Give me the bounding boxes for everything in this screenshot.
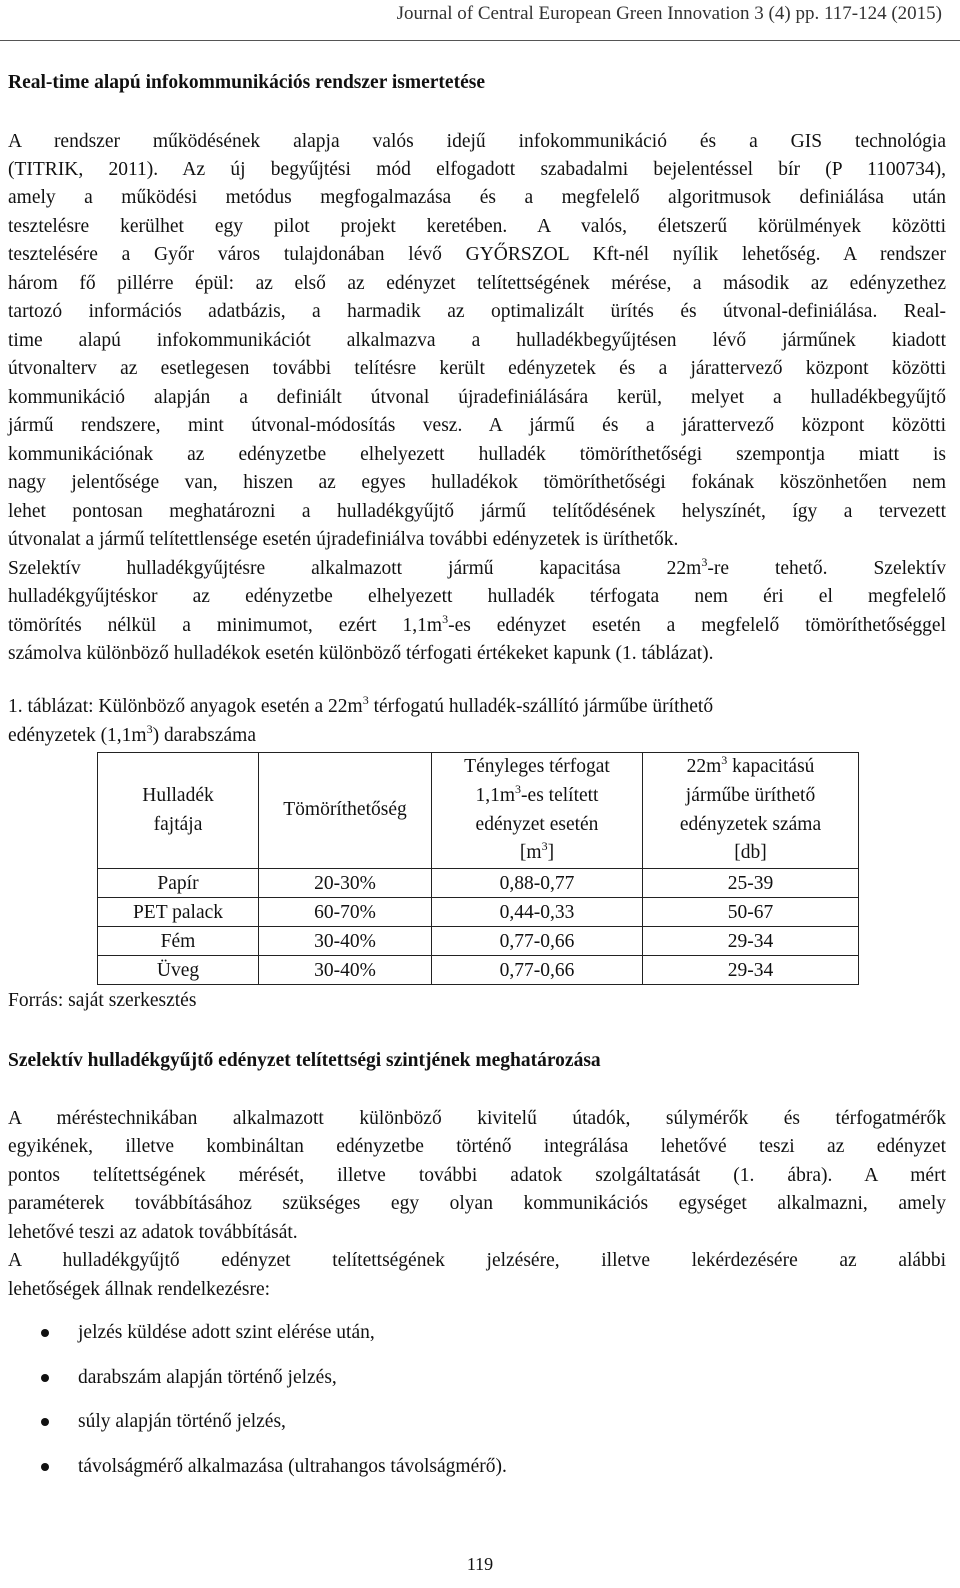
text-line: time alapú infokommunikációt alkalmazva a hulladékbegyűjtésen lévő járműnek kiadott: [8, 330, 946, 351]
cell-waste-type: Fém: [98, 927, 259, 956]
cell-count: 25-39: [643, 869, 859, 898]
section-heading-realtime: Real-time alapú infokommunikációs rendszer ismertetése: [8, 72, 485, 93]
text-line: jármű rendszere, mint útvonal-módosítás vesz. A jármű és a járattervező központ közötti: [8, 415, 946, 436]
header-rule: [0, 40, 960, 41]
text-line: paraméterek továbbításához szükséges egy olyan kommunikációs egységet alkalmazni, amely: [8, 1193, 946, 1214]
cell-compressibility: 30-40%: [259, 927, 432, 956]
text-line: nagy jelentősége van, hiszen az egyes hulladékok tömöríthetőségi fokának köszönhetően nem: [8, 472, 946, 493]
header-waste-type: Hulladék fajtája: [98, 753, 259, 869]
list-item: súly alapján történő jelzés,: [0, 1408, 507, 1453]
table-row: [98, 956, 859, 985]
cell-volume: 0,77-0,66: [432, 956, 643, 985]
bullet-icon: [41, 1418, 49, 1426]
page-number: 119: [466, 1554, 494, 1574]
cell-volume: 0,44-0,33: [432, 898, 643, 927]
text-line: kommunikációnak az edényzetbe elhelyezett hulladék tömöríthetőségi szempontja miatt is: [8, 444, 946, 465]
cell-count: 50-67: [643, 898, 859, 927]
cell-count: 29-34: [643, 927, 859, 956]
text-line: útvonalterv az esetlegesen további telítésre került edényzetek és a járattervező központ közötti: [8, 358, 946, 379]
volume-table: [97, 752, 859, 985]
table-source: Forrás: saját szerkesztés: [8, 990, 197, 1011]
table-row: [98, 927, 859, 956]
text-line: A hulladékgyűjtő edényzet telítettségének jelzésére, illetve lekérdezésére az alábbi: [8, 1250, 946, 1271]
text-line: lehetőségek állnak rendelkezésre:: [8, 1279, 271, 1300]
text-line: lehetővé teszi az adatok továbbítását.: [8, 1222, 298, 1243]
section-heading-fill-level: Szelektív hulladékgyűjtő edényzet telítettségi szintjének meghatározása: [8, 1050, 601, 1071]
text-line: tesztelésre kerülhet egy pilot projekt keretében. A valós, életszerű körülmények közötti: [8, 216, 946, 237]
text-line: Szelektív hulladékgyűjtésre alkalmazott jármű kapacitása $22m^3-re$ tehető. Szelektív: [8, 555, 947, 579]
table-header-row: [98, 753, 859, 869]
cell-volume: 0,77-0,66: [432, 927, 643, 956]
text-line: három fő pillérre épül: az első az edényzet telítettségének mérése, a második az edényzethez: [8, 273, 946, 294]
header-container-count: $22m^3$ kapacitású járműbe üríthető edényzetek száma [db]: [643, 753, 859, 869]
text-line: útvonalat a jármű telítettlensége esetén újradefiniálva további edényzetek is üríthetők.: [8, 529, 679, 550]
text-line: pontos telítettségének mérését, illetve további adatok szolgáltatását (1. ábra). A mért: [8, 1165, 946, 1186]
header-actual-volume: Tényleges térfogat $1,1m^3-es$ telített edényzet esetén $[m^3]$: [432, 753, 643, 869]
bullet-icon: [41, 1329, 49, 1337]
text-line: egyikének, illetve kombináltan edényzetbe történő integrálása lehetővé teszi az edényzet: [8, 1136, 946, 1157]
list-item: távolságmérő alkalmazása (ultrahangos távolságmérő).: [0, 1453, 507, 1498]
text-line: hulladékgyűjtéskor az edényzetbe elhelyezett hulladék térfogata nem éri el megfelelő: [8, 586, 946, 607]
text-line: tartozó információs adatbázis, a harmadik az optimalizált ürítés és útvonal-definiálása. Real-: [8, 301, 946, 322]
text-line: tesztelésére a Győr város tulajdonában lévő GYŐRSZOL Kft-nél nyílik lehetőség. A rendszer: [8, 244, 946, 265]
list-item: jelzés küldése adott szint elérése után,: [0, 1319, 507, 1364]
text-line: A méréstechnikában alkalmazott különböző kivitelű útadók, súlymérők és térfogatmérők: [8, 1108, 946, 1129]
cell-compressibility: 30-40%: [259, 956, 432, 985]
list-item: darabszám alapján történő jelzés,: [0, 1364, 507, 1409]
cell-volume: 0,88-0,77: [432, 869, 643, 898]
table-row: [98, 869, 859, 898]
options-list: [0, 1319, 507, 1497]
table-caption: 1. táblázat: Különböző anyagok esetén a $22m^3$ térfogatú hulladék-szállító járműbe üríthető edényzetek $(1,1m^3)$ darabszáma: [8, 693, 714, 746]
text-line: lehet pontosan meghatározni a hulladékgyűjtő jármű telítődésének helyszínét, így a tervezett: [8, 501, 946, 522]
bullet-icon: [41, 1463, 49, 1471]
cell-compressibility: 60-70%: [259, 898, 432, 927]
header-compressibility: Tömöríthetőség: [259, 753, 432, 869]
text-line: kommunikáció alapján a definiált útvonal újradefiniálására kerül, melyet a hulladékbegyűjtő: [8, 387, 946, 408]
cell-waste-type: Üveg: [98, 956, 259, 985]
text-line: számolva különböző hulladékok esetén különböző térfogati értékeket kapunk (1. táblázat).: [8, 643, 714, 664]
cell-compressibility: 20-30%: [259, 869, 432, 898]
bullet-icon: [41, 1374, 49, 1382]
cell-waste-type: PET palack: [98, 898, 259, 927]
text-line: A rendszer működésének alapja valós idejű infokommunikáció és a GIS technológia: [8, 131, 946, 152]
journal-header: Journal of Central European Green Innovation 3 (4) pp. 117-124 (2015): [396, 3, 942, 24]
text-line: amely a működési metódus megfogalmazása és a megfelelő algoritmusok definiálása után: [8, 187, 946, 208]
text-line: tömörítés nélkül a minimumot, ezért $1,1m^3-es$ edényzet esetén a megfelelő tömöríthetőséggel: [8, 612, 946, 636]
cell-count: 29-34: [643, 956, 859, 985]
text-line: (TITRIK, 2011). Az új begyűjtési mód elfogadott szabadalmi bejelentéssel bír (P 1100734),: [8, 159, 946, 180]
table-row: [98, 898, 859, 927]
cell-waste-type: Papír: [98, 869, 259, 898]
